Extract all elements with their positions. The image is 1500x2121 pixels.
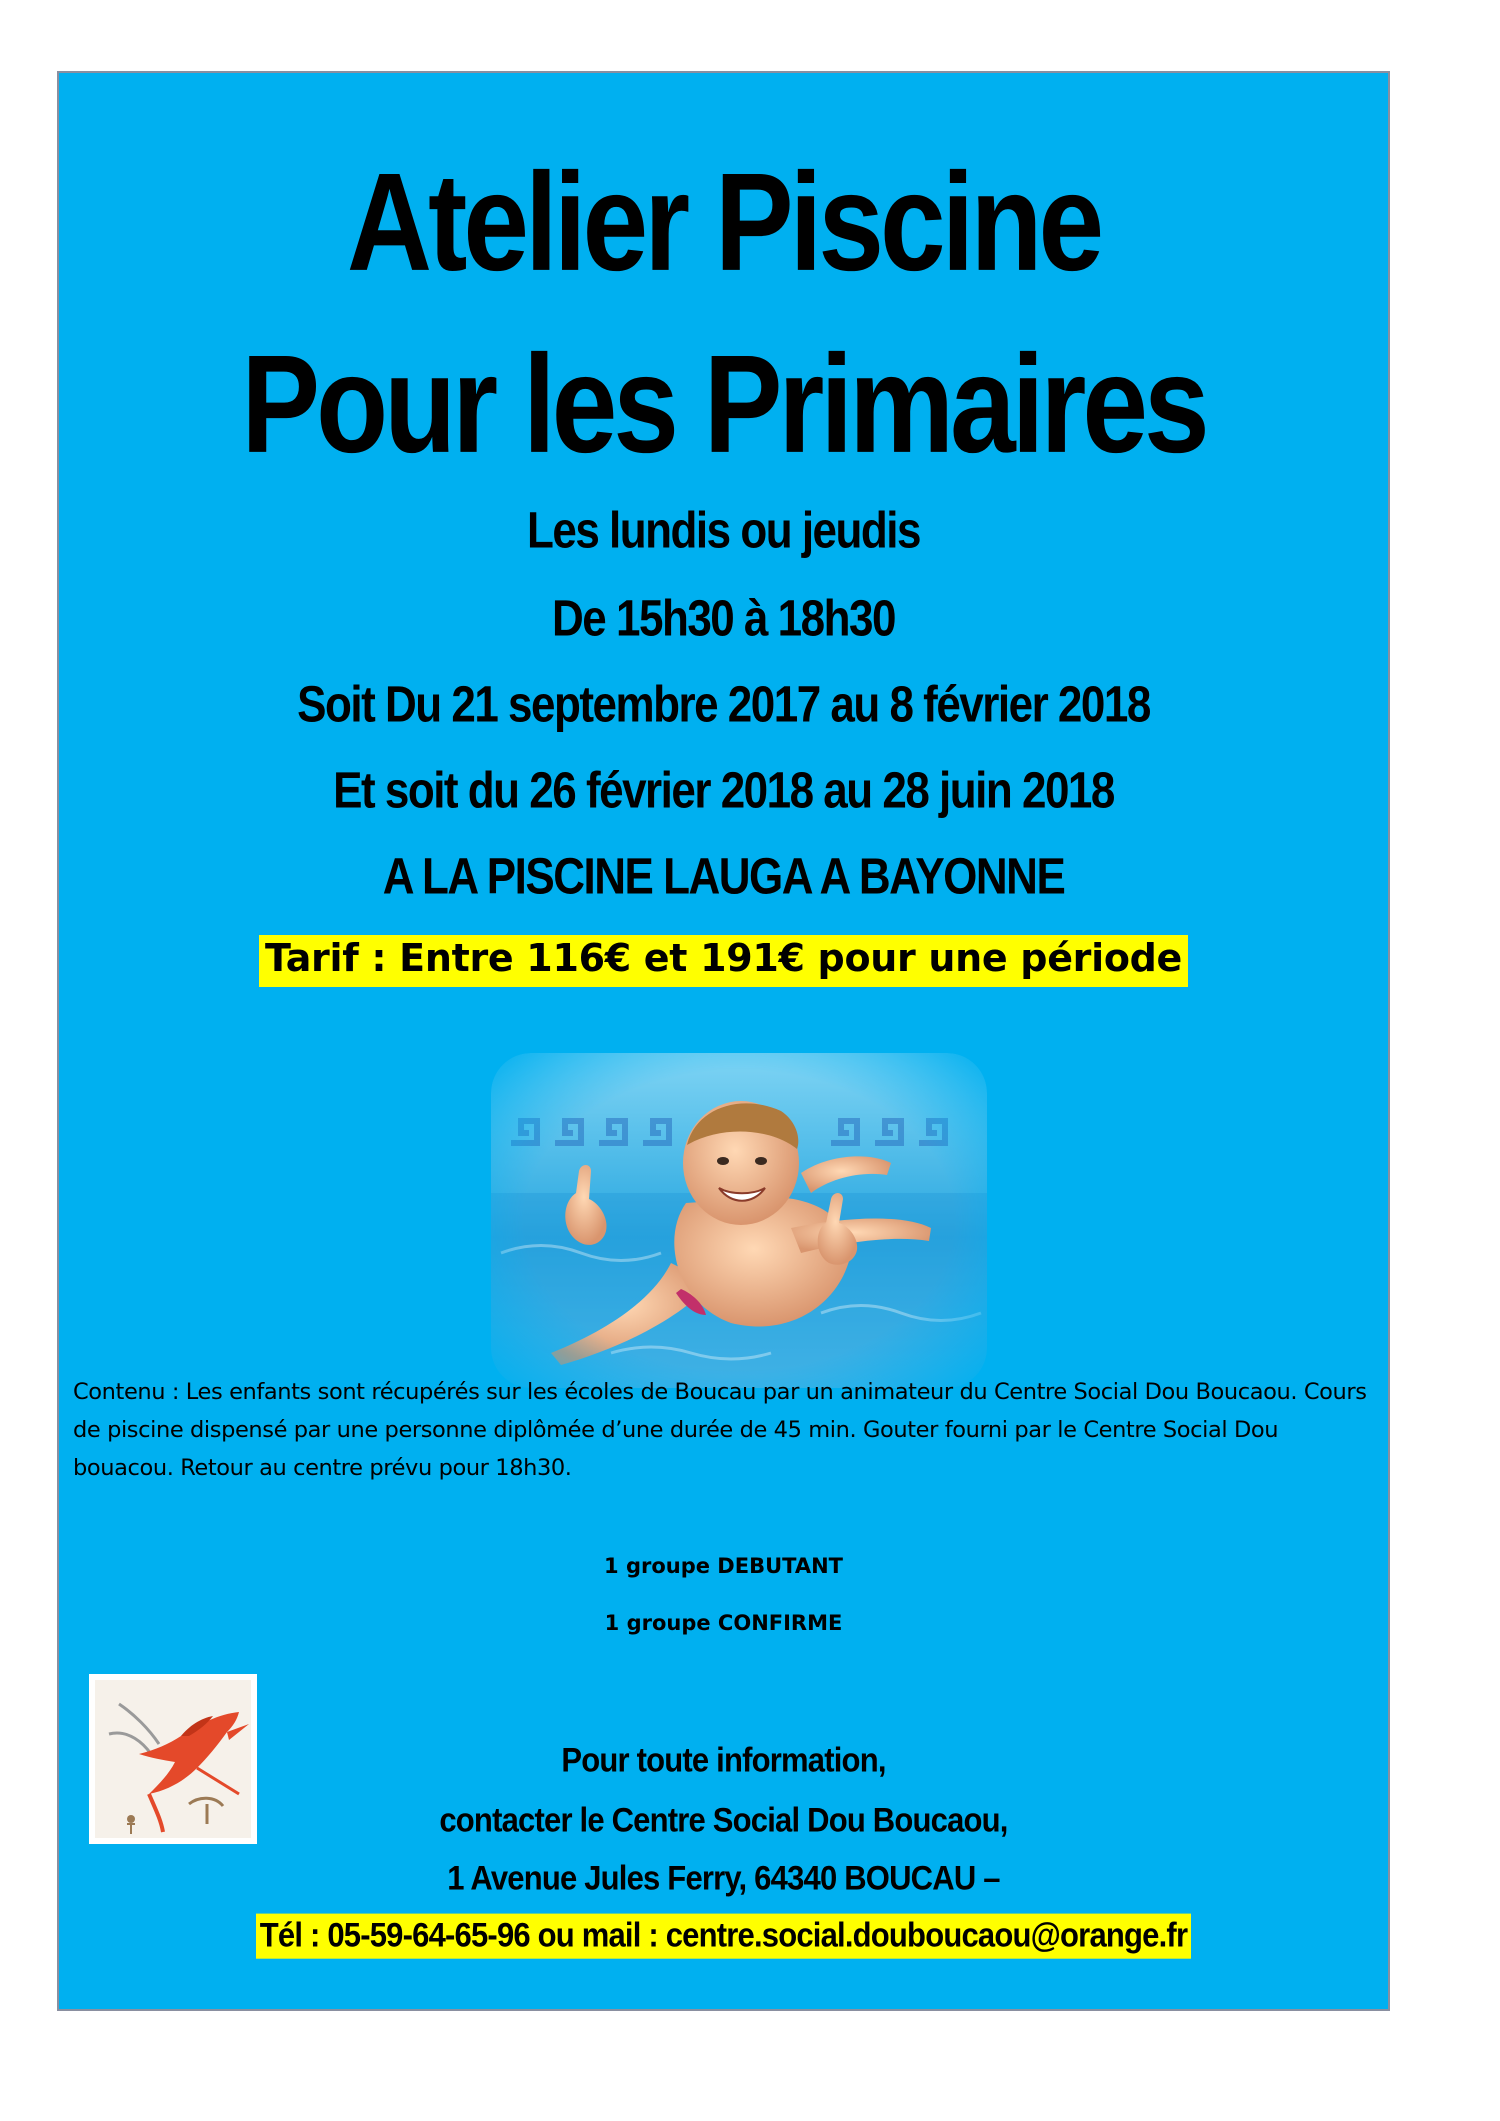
info-address: 1 Avenue Jules Ferry, 64340 BOUCAU –: [447, 1858, 1000, 1898]
period-2-text: Et soit du 26 février 2018 au 28 juin 2018: [333, 762, 1114, 819]
info-line-2: contacter le Centre Social Dou Boucaou,: [439, 1800, 1008, 1840]
tarif-row: [59, 935, 1388, 987]
period-1-text: Soit Du 21 septembre 2017 au 8 février 2018: [297, 676, 1150, 733]
contact-phone-email: Tél : 05-59-64-65-96 ou mail : centre.social.douboucaou@orange.fr: [256, 1914, 1191, 1959]
group-debutant: 1 groupe DEBUTANT: [604, 1554, 843, 1578]
title-line-1: Atelier Piscine: [346, 144, 1101, 301]
child-swimming-photo: [491, 1053, 987, 1388]
group-confirme: 1 groupe CONFIRME: [604, 1611, 843, 1635]
hours-text: De 15h30 à 18h30: [552, 590, 895, 647]
info-line-1: Pour toute information,: [561, 1740, 886, 1780]
title-line-2: Pour les Primaires: [241, 326, 1206, 483]
info-contact-row: [59, 1915, 1388, 1955]
days-text: Les lundis ou jeudis: [527, 502, 920, 559]
tarif-text: Tarif : Entre 116€ et 191€ pour une période: [259, 935, 1188, 987]
location-text: A LA PISCINE LAUGA A BAYONNE: [382, 848, 1065, 905]
contenu-paragraph: Contenu : Les enfants sont récupérés sur les écoles de Boucau par un animateur du Centre Social Dou Boucaou. Cours de piscine dispensé par une personne diplômée d’une durée de 45 min. Gouter fourni par le Centre Social Dou bouacou. Retour au centre prévu pour 18h30.: [73, 1379, 1367, 1481]
poster: [57, 71, 1390, 2011]
